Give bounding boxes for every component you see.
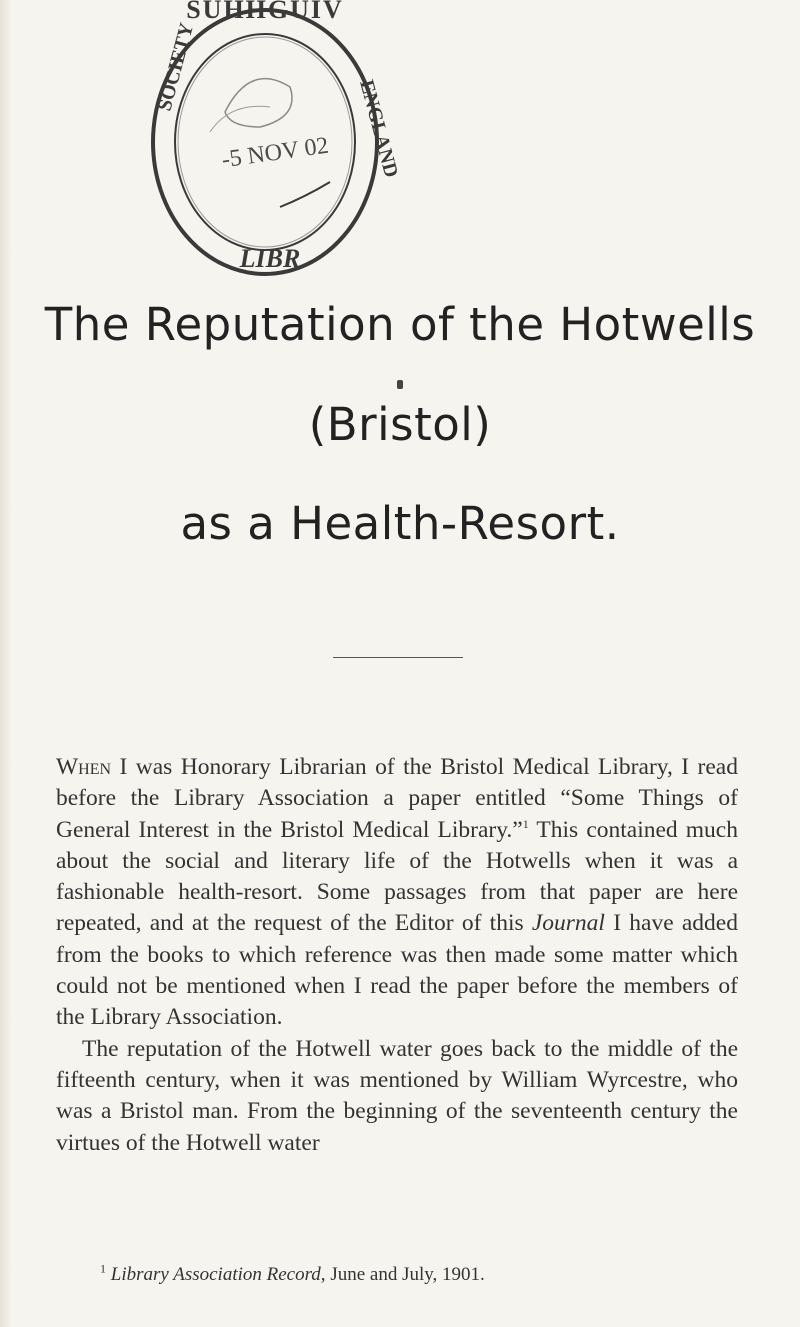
footnote-mark: 1: [100, 1261, 106, 1276]
footnote-reference: 1: [522, 816, 529, 831]
paragraph-1-part-b: This contained much about the social and literary life of the Hotwells when it was a fashionable health-resort. Some passages from that paper are here repeated, and at the request of the Editor of this: [56, 816, 738, 937]
paragraph-lead: When: [56, 754, 112, 780]
svg-text:LIBR: LIBR: [239, 244, 301, 273]
title-line-3: as a Health-Resort.: [180, 497, 620, 550]
paragraph-2: The reputation of the Hotwell water goes back to the middle of the fifteenth century, when it was mentioned by William Wyrcestre, who was a Bristol man. From the beginning of the seventeenth century the virtues of the Hotwell water: [56, 1035, 738, 1156]
svg-text:ENGLAND: ENGLAND: [355, 77, 403, 180]
title-line-2: (Bristol): [308, 398, 492, 451]
title-rule: [333, 657, 463, 658]
footnote-source: Library Association Record,: [110, 1264, 326, 1285]
title-line-1: The Reputation of the Hotwells: [44, 298, 756, 351]
svg-text:SOCIETY: SOCIETY: [153, 20, 199, 114]
footnote-date: June and July, 1901.: [325, 1264, 485, 1285]
paragraph-1-part-c: I have added from the books to which reference was then made some matter which could not be mentioned when I read the paper before the members of the Library Association.: [56, 910, 738, 1031]
paragraph-1: [56, 752, 738, 1034]
footnote: [100, 1261, 485, 1286]
svg-text:-5 NOV 02: -5 NOV 02: [220, 132, 331, 174]
svg-text:SUHHGUIV: SUHHGUIV: [186, 0, 344, 24]
journal-title: Journal: [531, 910, 605, 937]
paragraph-1-part-a: I was Honorary Librarian of the Bristol Medical Library, I read before the Library Association a paper entitled “Some Things of General Interest in the Bristol Medical Library.”: [56, 754, 738, 843]
library-stamp-icon: [140, 0, 403, 292]
ornament-dot: [397, 380, 403, 389]
article-body: [56, 752, 738, 1159]
page-edge-shadow: [0, 0, 12, 1327]
